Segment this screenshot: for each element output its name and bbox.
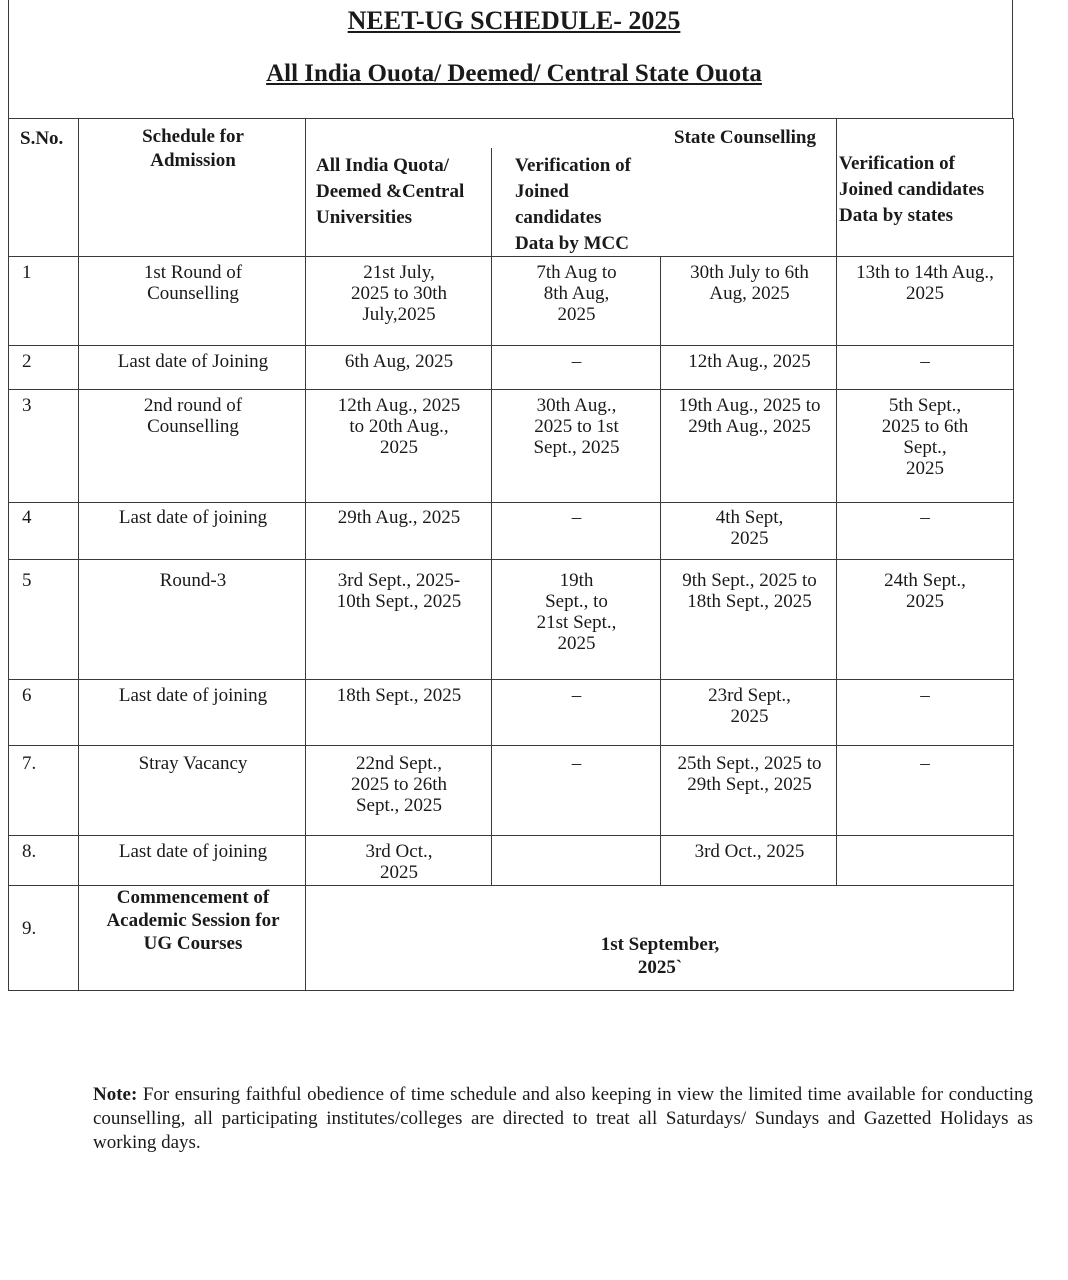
cell-sno: 7. (22, 753, 37, 774)
cell-schedule: Last date of joining (118, 841, 268, 862)
cell-mcc: 19th Sept., to 21st Sept., 2025 (536, 570, 617, 654)
cell-state: 12th Aug., 2025 (688, 351, 811, 372)
cell-state: 25th Sept., 2025 to 29th Sept., 2025 (677, 753, 822, 795)
cell-aiq: 6th Aug, 2025 (344, 351, 454, 372)
cell-vstate: – (920, 507, 930, 528)
cell-schedule: Stray Vacancy (138, 753, 248, 774)
cell-mcc: 7th Aug to 8th Aug, 2025 (536, 262, 617, 325)
header-aiq: All India Quota/ Deemed &Central Universities (316, 155, 465, 228)
cell-aiq: 22nd Sept., 2025 to 26th Sept., 2025 (350, 753, 448, 816)
cell-mcc: 30th Aug., 2025 to 1st Sept., 2025 (533, 395, 620, 458)
cell-schedule: Last date of Joining (117, 351, 269, 372)
cell-aiq: 29th Aug., 2025 (337, 507, 461, 528)
cell-schedule: 1st Round of Counselling (143, 262, 243, 304)
page-subtitle: All India Ouota/ Deemed/ Central State Ouota (266, 60, 762, 87)
cell-aiq: 12th Aug., 2025 to 20th Aug., 2025 (337, 395, 461, 458)
cell-vstate: 13th to 14th Aug., 2025 (856, 262, 994, 304)
cell-schedule: Last date of joining (118, 685, 268, 706)
cell-sno: 8. (22, 841, 37, 862)
cell-vstate: – (920, 753, 930, 774)
cell-state: 19th Aug., 2025 to 29th Aug., 2025 (678, 395, 821, 437)
cell-vstate: 5th Sept., 2025 to 6th Sept., 2025 (881, 395, 969, 479)
cell-aiq: 3rd Oct., 2025 (365, 841, 433, 883)
cell-sno: 2 (22, 351, 32, 372)
cell-mcc: – (571, 753, 582, 774)
cell-schedule: Round-3 (159, 570, 227, 591)
cell-schedule: Commencement of Academic Session for UG Courses (106, 887, 280, 954)
cell-mcc: – (571, 507, 582, 528)
header-state-counselling: State Counselling (674, 127, 816, 148)
note: Note: For ensuring faithful obedience of time schedule and also keeping in view the limited time available for conducting counselling, all participating institutes/colleges are directed to treat all Saturdays/ Sundays and Gazetted Holidays as working days. (93, 1084, 1033, 1153)
header-verification-mcc: Verification of Joined candidates Data by MCC (515, 155, 631, 254)
cell-aiq: 18th Sept., 2025 (336, 685, 462, 706)
cell-sno: 6 (22, 685, 32, 706)
cell-schedule: Last date of joining (118, 507, 268, 528)
page-title: NEET-UG SCHEDULE- 2025 (347, 6, 681, 35)
cell-state: 30th July to 6th Aug, 2025 (690, 262, 809, 304)
cell-aiq: 21st July, 2025 to 30th July,2025 (350, 262, 448, 325)
cell-sno: 5 (22, 570, 32, 591)
cell-sno: 3 (22, 395, 32, 416)
cell-state: 4th Sept, 2025 (715, 507, 784, 549)
cell-sno: 4 (22, 507, 32, 528)
cell-sno: 1 (22, 262, 32, 283)
cell-merged-date: 1st September, 2025` (600, 934, 720, 978)
cell-vstate: – (920, 685, 930, 706)
cell-state: 3rd Oct., 2025 (694, 841, 805, 862)
cell-mcc: – (571, 351, 582, 372)
cell-sno: 9. (22, 918, 37, 939)
header-verification-state: Verification of Joined candidates Data by states (839, 153, 985, 226)
cell-vstate: – (920, 351, 930, 372)
cell-schedule: 2nd round of Counselling (143, 395, 243, 437)
cell-mcc: – (571, 685, 582, 706)
cell-state: 9th Sept., 2025 to 18th Sept., 2025 (682, 570, 817, 612)
cell-state: 23rd Sept., 2025 (708, 685, 791, 727)
cell-aiq: 3rd Sept., 2025- 10th Sept., 2025 (336, 570, 462, 612)
header-sno: S.No. (20, 128, 64, 149)
cell-vstate: 24th Sept., 2025 (884, 570, 966, 612)
header-schedule: Schedule for Admission (142, 126, 244, 171)
